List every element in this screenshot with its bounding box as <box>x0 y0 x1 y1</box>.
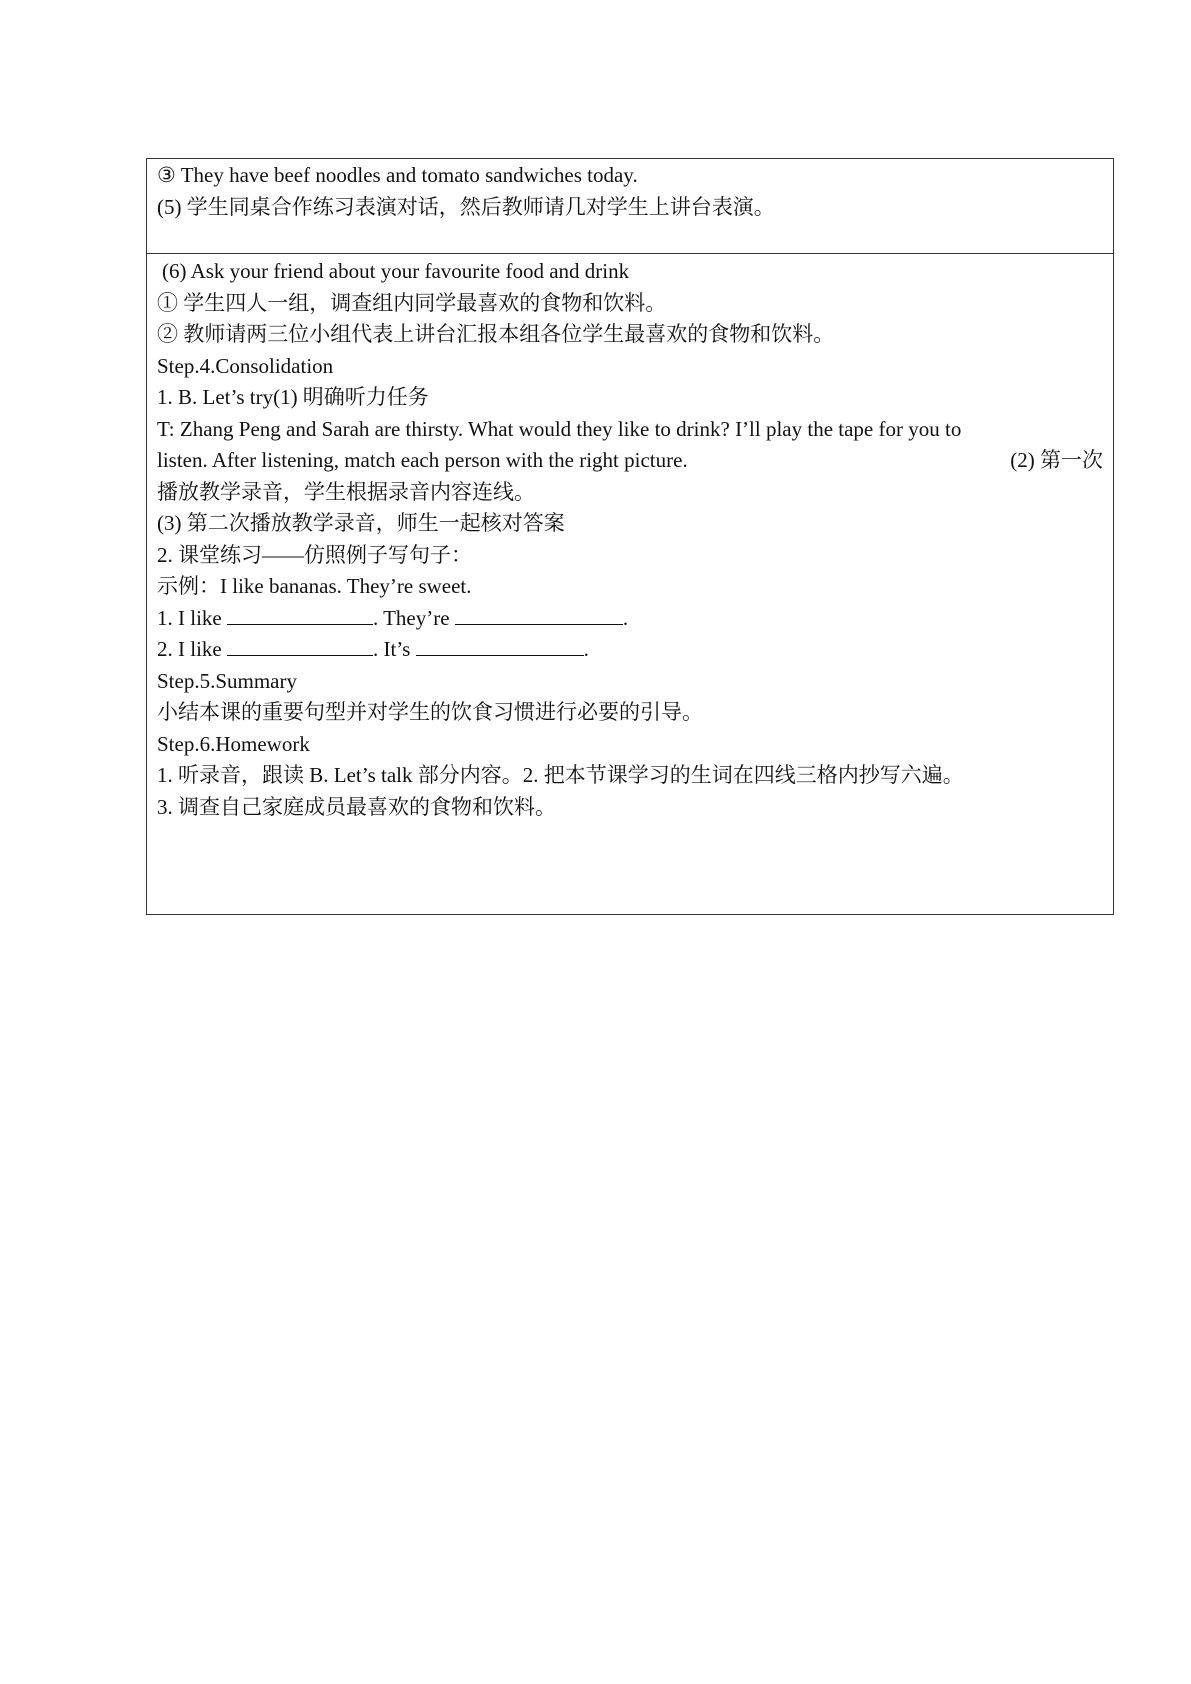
lets-try-line: 1. B. Let’s try(1) 明确听力任务 <box>157 385 429 409</box>
second-playback-line: (3) 第二次播放教学录音，师生一起核对答案 <box>157 511 565 535</box>
survey-step-2: ② 教师请两三位小组代表上讲台汇报本组各位学生最喜欢的食物和饮料。 <box>157 322 835 346</box>
step4-heading: Step.4.Consolidation <box>157 353 334 378</box>
step5-heading: Step.5.Summary <box>157 668 297 693</box>
table-cell-activities <box>147 254 1113 914</box>
exercise-2-end: . <box>583 637 589 661</box>
survey-step-1: ① 学生四人一组，调查组内同学最喜欢的食物和饮料。 <box>157 290 667 315</box>
exercise-1-blank-food <box>227 604 373 625</box>
first-playback-line: 播放教学录音，学生根据录音内容连线。 <box>157 479 535 504</box>
exercise-1-blank-taste <box>455 604 623 625</box>
practice-heading: 2. 课堂练习——仿照例子写句子： <box>157 542 472 567</box>
exercise-2-blank-taste <box>416 635 584 656</box>
exercise-2-start: 2. I like <box>157 637 227 661</box>
homework-line-2: 3. 调查自己家庭成员最喜欢的食物和饮料。 <box>157 794 556 819</box>
first-playback-label: (2) 第一次 <box>1010 448 1103 472</box>
pair-practice-line: (5) 学生同桌合作练习表演对话，然后教师请几对学生上讲台表演。 <box>157 194 775 219</box>
exercise-2-blank-food <box>227 635 373 656</box>
summary-line: 小结本课的重要句型并对学生的饮食习惯进行必要的引导。 <box>157 700 703 724</box>
exercise-1 <box>157 603 1103 635</box>
exercise-1-end: . <box>622 605 629 630</box>
teacher-instruction-text: listen. After listening, match each person with the right picture. <box>157 448 688 472</box>
exercise-1-middle: . They’re <box>372 605 455 630</box>
lesson-plan-table <box>146 158 1114 915</box>
homework-line-1: 1. 听录音，跟读 B. Let’s talk 部分内容。2. 把本节课学习的生词在四线三格内抄写六遍。 <box>157 763 964 787</box>
exercise-2 <box>157 634 1103 666</box>
example-sentence: 示例：I like bananas. They’re sweet. <box>157 574 472 598</box>
teacher-instruction-line-2 <box>157 445 1103 477</box>
exercise-1-start: 1. I like <box>157 605 227 630</box>
exercise-2-middle: . It’s <box>372 637 416 661</box>
menu-answer-line: ③ They have beef noodles and tomato sandwiches today. <box>157 163 638 187</box>
step6-heading: Step.6.Homework <box>157 731 310 756</box>
ask-friend-heading: (6) Ask your friend about your favourite food and drink <box>162 259 630 283</box>
teacher-instruction-line-1: T: Zhang Peng and Sarah are thirsty. What would they like to drink? I’ll play the tape for you to <box>157 416 962 441</box>
table-cell-dialogue <box>147 159 1113 254</box>
